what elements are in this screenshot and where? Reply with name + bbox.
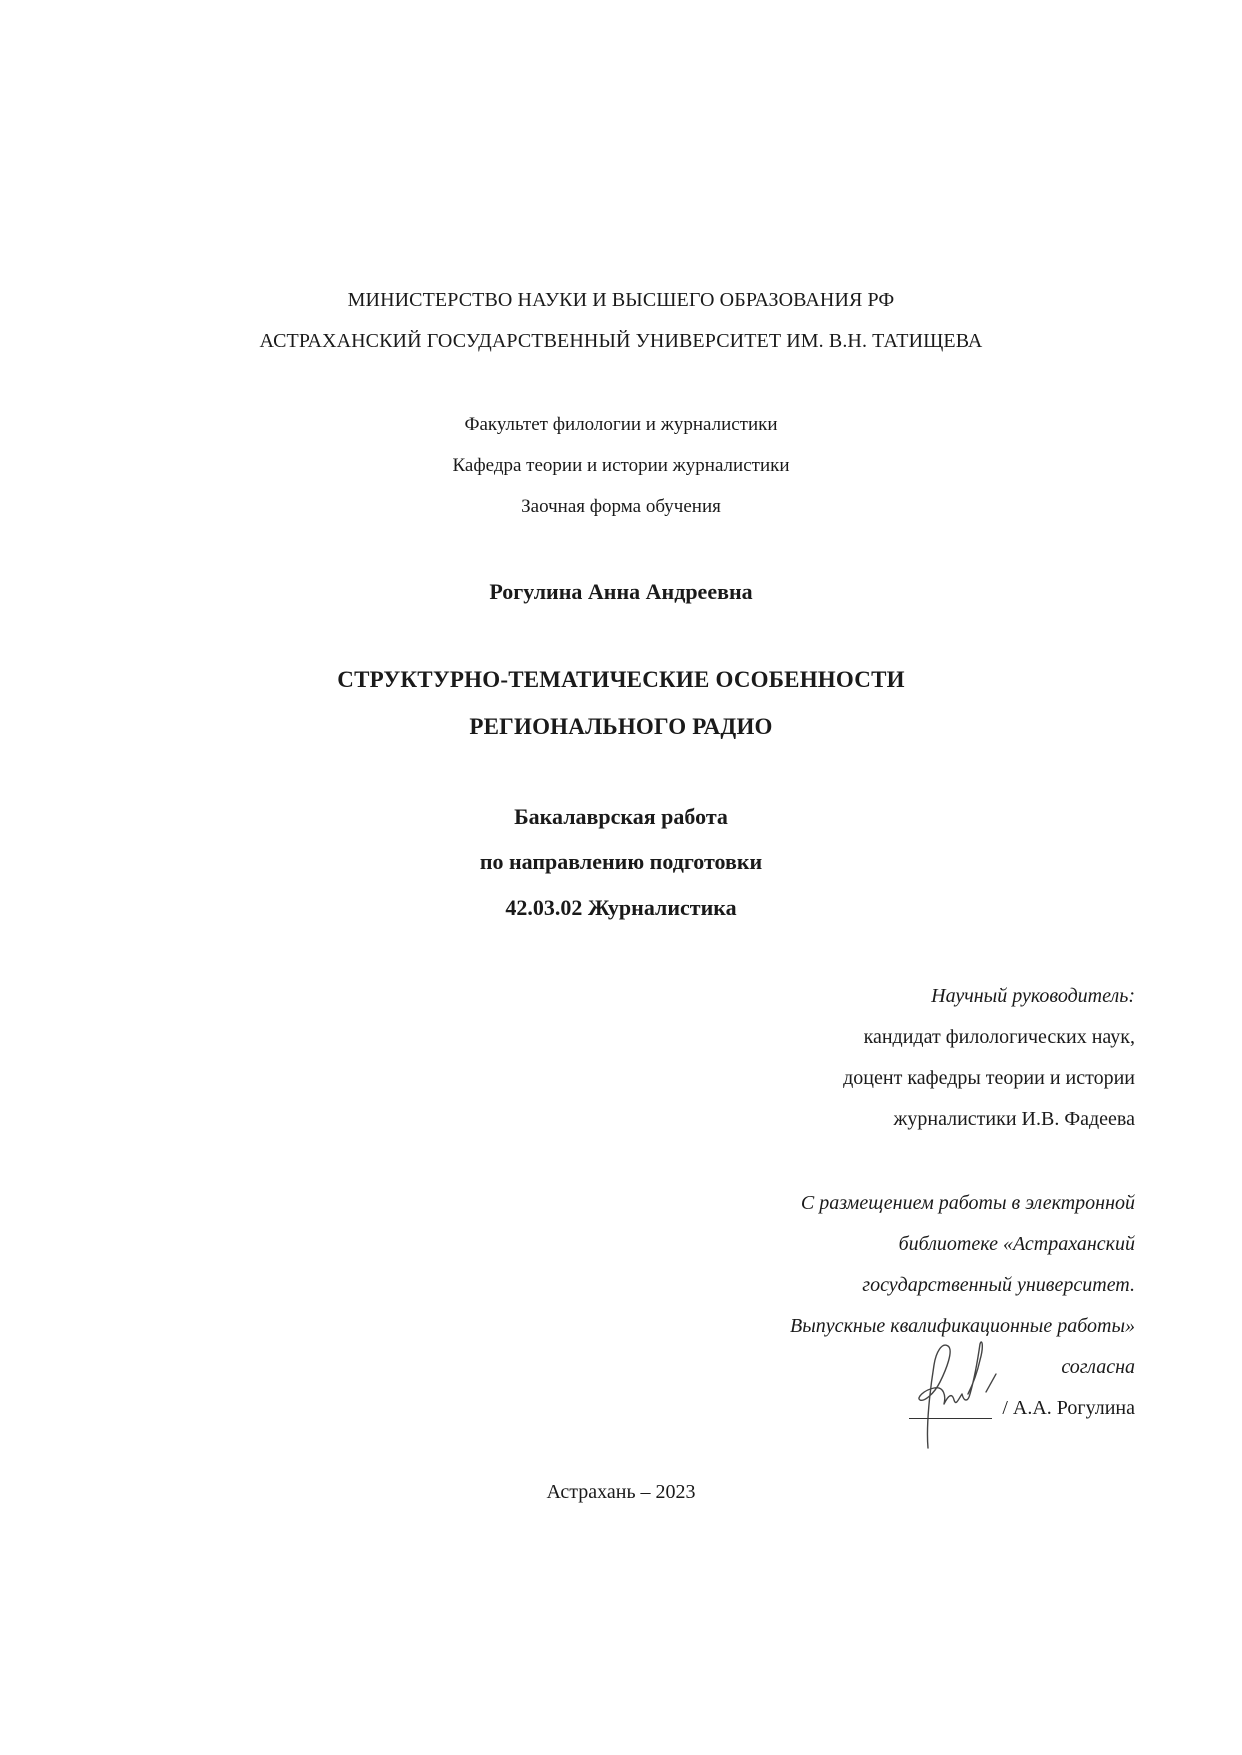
thesis-title-line-2: РЕГИОНАЛЬНОГО РАДИО (469, 714, 773, 739)
study-form: Заочная форма обучения (521, 496, 721, 517)
consent-line-2: библиотеке «Астраханский (898, 1233, 1135, 1255)
supervisor-degree: кандидат филологических наук, (863, 1026, 1135, 1048)
supervisor-position: доцент кафедры теории и истории (843, 1067, 1135, 1089)
signature-underline (909, 1418, 992, 1419)
university-heading: АСТРАХАНСКИЙ ГОСУДАРСТВЕННЫЙ УНИВЕРСИТЕТ ИМ. В.Н. ТАТИЩЕВА (259, 330, 983, 352)
handwritten-signature (900, 1330, 1010, 1460)
consent-line-4: Выпускные квалификационные работы» (790, 1315, 1135, 1337)
work-type: Бакалаврская работа (514, 804, 728, 829)
supervisor-name: журналистики И.В. Фадеева (893, 1108, 1135, 1130)
thesis-title-line-1: СТРУКТУРНО-ТЕМАТИЧЕСКИЕ ОСОБЕННОСТИ (337, 667, 905, 692)
faculty-name: Факультет филологии и журналистики (464, 414, 778, 435)
department-name: Кафедра теории и истории журналистики (452, 455, 790, 476)
city-year: Астрахань – 2023 (546, 1481, 696, 1503)
signature-name: / А.А. Рогулина (1002, 1397, 1135, 1419)
ministry-heading: МИНИСТЕРСТВО НАУКИ И ВЫСШЕГО ОБРАЗОВАНИЯ РФ (347, 289, 895, 311)
consent-line-1: С размещением работы в электронной (800, 1192, 1135, 1214)
work-direction: по направлению подготовки (479, 849, 763, 874)
consent-line-5: согласна (1061, 1356, 1135, 1378)
author-name: Рогулина Анна Андреевна (489, 579, 753, 604)
work-code: 42.03.02 Журналистика (505, 895, 737, 920)
supervisor-label: Научный руководитель: (931, 985, 1135, 1007)
consent-line-3: государственный университет. (862, 1274, 1135, 1296)
